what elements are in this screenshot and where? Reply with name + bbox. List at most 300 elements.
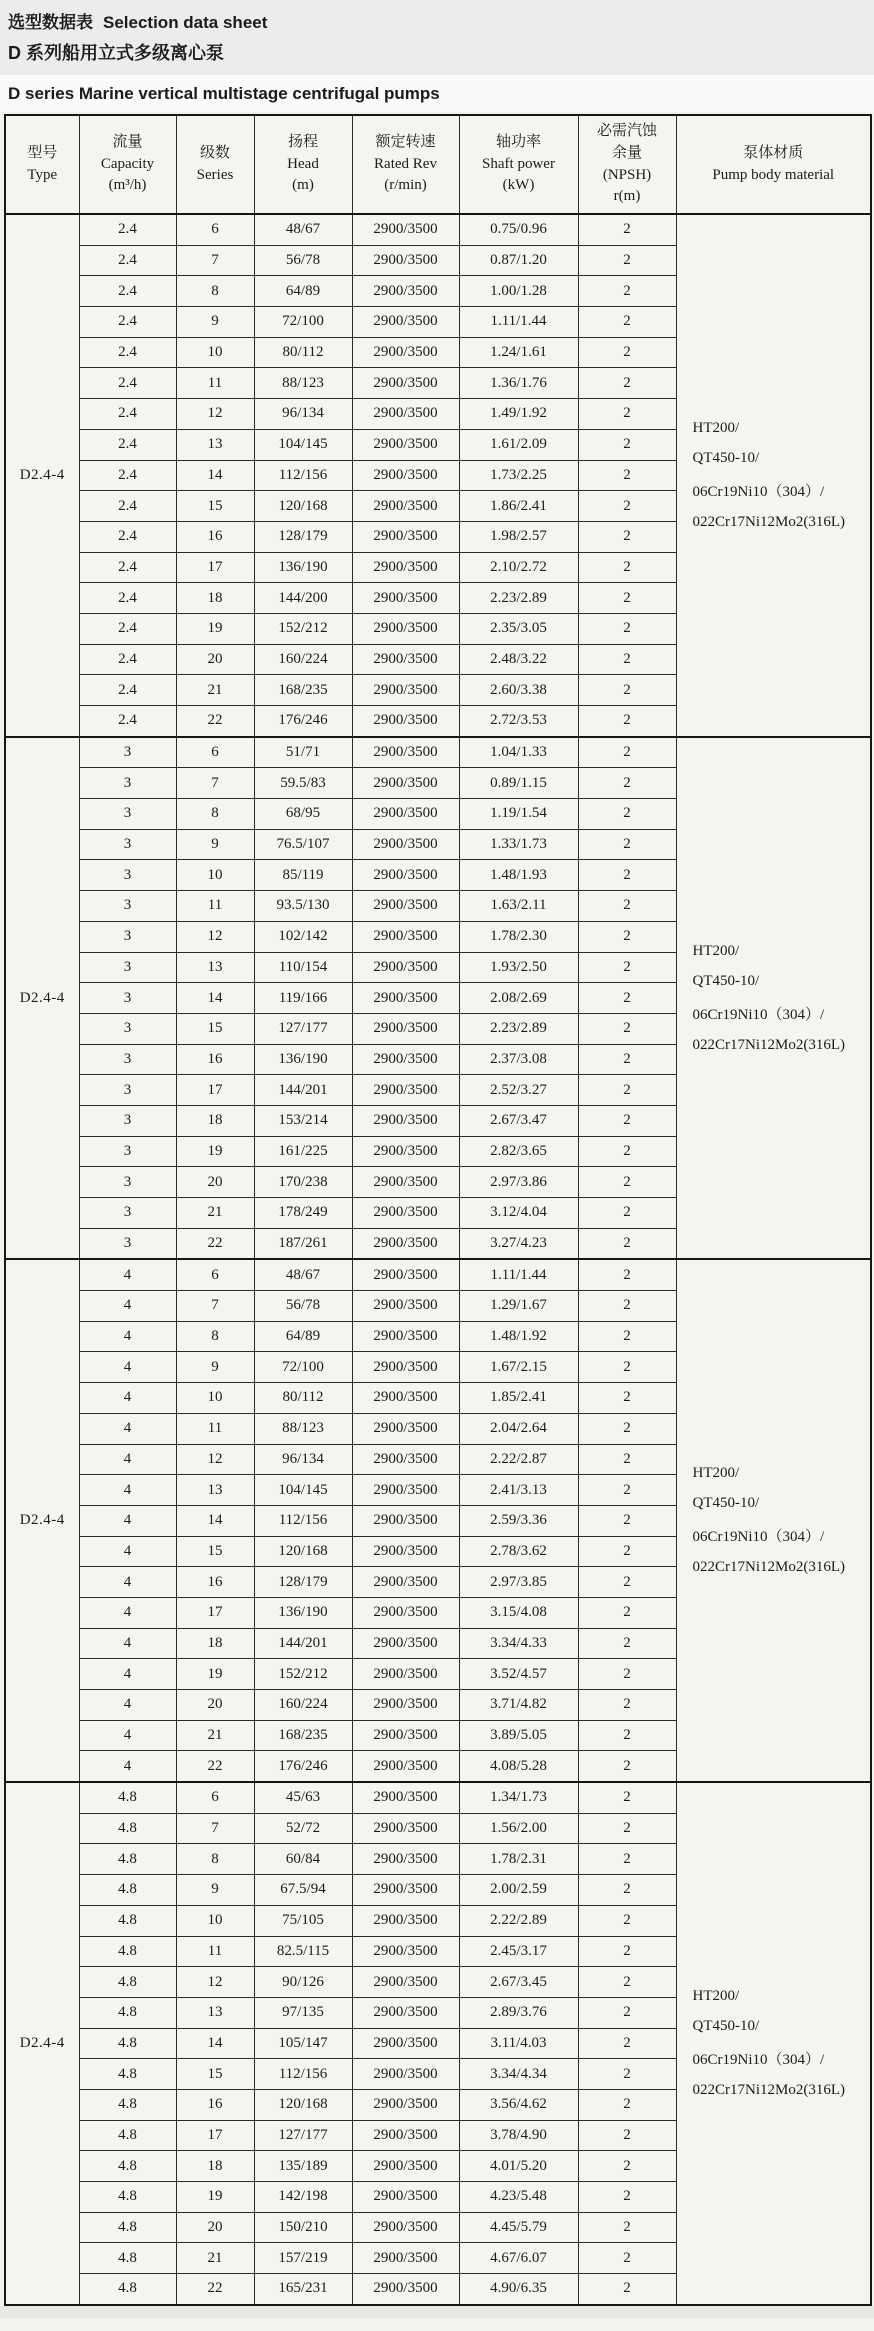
head-cell: 64/89	[254, 1321, 352, 1352]
capacity-cell: 2.4	[79, 613, 176, 644]
type-cell: D2.4-4	[5, 1259, 79, 1782]
rated-rev-cell: 2900/3500	[352, 1321, 459, 1352]
capacity-cell: 3	[79, 1075, 176, 1106]
rated-rev-cell: 2900/3500	[352, 2059, 459, 2090]
rated-rev-cell: 2900/3500	[352, 952, 459, 983]
series-cell: 13	[176, 1475, 254, 1506]
head-cell: 48/67	[254, 1259, 352, 1290]
head-cell: 152/212	[254, 613, 352, 644]
npsh-cell: 2	[578, 2059, 676, 2090]
npsh-cell: 2	[578, 491, 676, 522]
head-cell: 135/189	[254, 2151, 352, 2182]
capacity-cell: 2.4	[79, 337, 176, 368]
series-cell: 11	[176, 1413, 254, 1444]
capacity-cell: 2.4	[79, 675, 176, 706]
capacity-cell: 2.4	[79, 552, 176, 583]
capacity-cell: 4	[79, 1567, 176, 1598]
shaft-power-cell: 1.48/1.93	[459, 860, 578, 891]
shaft-power-cell: 0.75/0.96	[459, 214, 578, 245]
npsh-cell: 2	[578, 552, 676, 583]
series-cell: 13	[176, 952, 254, 983]
table-row	[5, 737, 871, 768]
rated-rev-cell: 2900/3500	[352, 2089, 459, 2120]
npsh-cell: 2	[578, 1597, 676, 1628]
rated-rev-cell: 2900/3500	[352, 1567, 459, 1598]
capacity-cell: 4	[79, 1720, 176, 1751]
col-header-npsh: 必需汽蚀 余量 (NPSH) r(m)	[578, 115, 676, 214]
series-cell: 12	[176, 921, 254, 952]
series-cell: 22	[176, 706, 254, 737]
series-cell: 18	[176, 583, 254, 614]
material-line: 022Cr17Ni12Mo2(316L)	[692, 1559, 845, 1576]
capacity-cell: 4.8	[79, 1813, 176, 1844]
head-cell: 136/190	[254, 1044, 352, 1075]
rated-rev-cell: 2900/3500	[352, 1105, 459, 1136]
rated-rev-cell: 2900/3500	[352, 1659, 459, 1690]
shaft-power-cell: 2.59/3.36	[459, 1505, 578, 1536]
shaft-power-cell: 0.87/1.20	[459, 245, 578, 276]
rated-rev-cell: 2900/3500	[352, 491, 459, 522]
head-cell: 51/71	[254, 737, 352, 768]
material-line: HT200/	[692, 942, 740, 959]
shaft-power-cell: 3.71/4.82	[459, 1690, 578, 1721]
npsh-cell: 2	[578, 2243, 676, 2274]
series-cell: 14	[176, 2028, 254, 2059]
capacity-cell: 3	[79, 1013, 176, 1044]
npsh-cell: 2	[578, 1413, 676, 1444]
capacity-cell: 4.8	[79, 1967, 176, 1998]
npsh-cell: 2	[578, 799, 676, 830]
series-cell: 7	[176, 768, 254, 799]
series-cell: 9	[176, 1875, 254, 1906]
npsh-cell: 2	[578, 1905, 676, 1936]
npsh-cell: 2	[578, 214, 676, 245]
npsh-cell: 2	[578, 1720, 676, 1751]
shaft-power-cell: 1.29/1.67	[459, 1291, 578, 1322]
rated-rev-cell: 2900/3500	[352, 1875, 459, 1906]
head-cell: 161/225	[254, 1136, 352, 1167]
rated-rev-cell: 2900/3500	[352, 1597, 459, 1628]
capacity-cell: 3	[79, 1136, 176, 1167]
col-header-rated-rev: 额定转速 Rated Rev (r/min)	[352, 115, 459, 214]
shaft-power-cell: 4.90/6.35	[459, 2274, 578, 2305]
head-cell: 178/249	[254, 1198, 352, 1229]
npsh-cell: 2	[578, 1228, 676, 1259]
bottom-strip	[0, 2306, 874, 2318]
series-cell: 11	[176, 891, 254, 922]
capacity-cell: 3	[79, 1105, 176, 1136]
head-cell: 82.5/115	[254, 1936, 352, 1967]
capacity-cell: 2.4	[79, 276, 176, 307]
rated-rev-cell: 2900/3500	[352, 429, 459, 460]
series-cell: 16	[176, 2089, 254, 2120]
npsh-cell: 2	[578, 1475, 676, 1506]
shaft-power-cell: 2.08/2.69	[459, 983, 578, 1014]
rated-rev-cell: 2900/3500	[352, 2182, 459, 2213]
col-header-capacity: 流量 Capacity (m³/h)	[79, 115, 176, 214]
capacity-cell: 4.8	[79, 1997, 176, 2028]
capacity-cell: 4.8	[79, 2028, 176, 2059]
rated-rev-cell: 2900/3500	[352, 1967, 459, 1998]
shaft-power-cell: 3.52/4.57	[459, 1659, 578, 1690]
npsh-cell: 2	[578, 307, 676, 338]
shaft-power-cell: 1.11/1.44	[459, 307, 578, 338]
npsh-cell: 2	[578, 1751, 676, 1782]
npsh-cell: 2	[578, 2274, 676, 2305]
rated-rev-cell: 2900/3500	[352, 1690, 459, 1721]
npsh-cell: 2	[578, 613, 676, 644]
head-cell: 48/67	[254, 214, 352, 245]
page-title	[8, 4, 874, 35]
col-header-shaft-power: 轴功率 Shaft power (kW)	[459, 115, 578, 214]
shaft-power-cell: 3.34/4.34	[459, 2059, 578, 2090]
shaft-power-cell: 1.24/1.61	[459, 337, 578, 368]
capacity-cell: 2.4	[79, 214, 176, 245]
series-cell: 21	[176, 2243, 254, 2274]
head-cell: 72/100	[254, 1352, 352, 1383]
series-cell: 19	[176, 1136, 254, 1167]
capacity-cell: 4.8	[79, 1844, 176, 1875]
rated-rev-cell: 2900/3500	[352, 1413, 459, 1444]
shaft-power-cell: 2.97/3.86	[459, 1167, 578, 1198]
rated-rev-cell: 2900/3500	[352, 1259, 459, 1290]
table-body	[5, 214, 871, 2305]
rated-rev-cell: 2900/3500	[352, 891, 459, 922]
head-cell: 52/72	[254, 1813, 352, 1844]
series-cell: 10	[176, 337, 254, 368]
shaft-power-cell: 1.85/2.41	[459, 1383, 578, 1414]
shaft-power-cell: 2.82/3.65	[459, 1136, 578, 1167]
shaft-power-cell: 2.45/3.17	[459, 1936, 578, 1967]
npsh-cell: 2	[578, 1875, 676, 1906]
npsh-cell: 2	[578, 768, 676, 799]
material-line: QT450-10/	[692, 2017, 760, 2034]
npsh-cell: 2	[578, 583, 676, 614]
capacity-cell: 3	[79, 860, 176, 891]
shaft-power-cell: 4.01/5.20	[459, 2151, 578, 2182]
npsh-cell: 2	[578, 2120, 676, 2151]
table-row	[5, 214, 871, 245]
series-cell: 12	[176, 399, 254, 430]
npsh-cell: 2	[578, 644, 676, 675]
capacity-cell: 4	[79, 1444, 176, 1475]
shaft-power-cell: 2.23/2.89	[459, 583, 578, 614]
series-cell: 9	[176, 829, 254, 860]
shaft-power-cell: 2.78/3.62	[459, 1536, 578, 1567]
head-cell: 120/168	[254, 2089, 352, 2120]
shaft-power-cell: 2.23/2.89	[459, 1013, 578, 1044]
npsh-cell: 2	[578, 337, 676, 368]
rated-rev-cell: 2900/3500	[352, 1536, 459, 1567]
head-cell: 160/224	[254, 644, 352, 675]
head-cell: 90/126	[254, 1967, 352, 1998]
head-cell: 68/95	[254, 799, 352, 830]
shaft-power-cell: 1.61/2.09	[459, 429, 578, 460]
page-subtitle-zh: D 系列船用立式多级离心泵	[8, 43, 224, 63]
rated-rev-cell: 2900/3500	[352, 1228, 459, 1259]
capacity-cell: 2.4	[79, 307, 176, 338]
head-cell: 104/145	[254, 429, 352, 460]
capacity-cell: 4	[79, 1321, 176, 1352]
shaft-power-cell: 1.04/1.33	[459, 737, 578, 768]
shaft-power-cell: 1.33/1.73	[459, 829, 578, 860]
series-cell: 21	[176, 1720, 254, 1751]
head-cell: 157/219	[254, 2243, 352, 2274]
npsh-cell: 2	[578, 891, 676, 922]
head-cell: 64/89	[254, 276, 352, 307]
series-cell: 11	[176, 1936, 254, 1967]
head-cell: 67.5/94	[254, 1875, 352, 1906]
npsh-cell: 2	[578, 2151, 676, 2182]
material-line: 06Cr19Ni10（304）/	[692, 483, 825, 500]
rated-rev-cell: 2900/3500	[352, 1352, 459, 1383]
shaft-power-cell: 2.22/2.87	[459, 1444, 578, 1475]
series-cell: 7	[176, 1291, 254, 1322]
material-line: 06Cr19Ni10（304）/	[692, 1529, 825, 1546]
subtitle-band	[0, 75, 874, 112]
series-cell: 8	[176, 1321, 254, 1352]
shaft-power-cell: 1.19/1.54	[459, 799, 578, 830]
rated-rev-cell: 2900/3500	[352, 214, 459, 245]
capacity-cell: 4	[79, 1536, 176, 1567]
head-cell: 136/190	[254, 552, 352, 583]
rated-rev-cell: 2900/3500	[352, 399, 459, 430]
capacity-cell: 4.8	[79, 2151, 176, 2182]
shaft-power-cell: 1.67/2.15	[459, 1352, 578, 1383]
rated-rev-cell: 2900/3500	[352, 675, 459, 706]
head-cell: 144/201	[254, 1075, 352, 1106]
capacity-cell: 4.8	[79, 2059, 176, 2090]
shaft-power-cell: 2.00/2.59	[459, 1875, 578, 1906]
npsh-cell: 2	[578, 1321, 676, 1352]
col-header-head: 扬程 Head (m)	[254, 115, 352, 214]
rated-rev-cell: 2900/3500	[352, 1628, 459, 1659]
capacity-cell: 4.8	[79, 1875, 176, 1906]
series-cell: 14	[176, 983, 254, 1014]
npsh-cell: 2	[578, 521, 676, 552]
shaft-power-cell: 1.86/2.41	[459, 491, 578, 522]
shaft-power-cell: 2.37/3.08	[459, 1044, 578, 1075]
rated-rev-cell: 2900/3500	[352, 1475, 459, 1506]
series-cell: 14	[176, 460, 254, 491]
shaft-power-cell: 1.93/2.50	[459, 952, 578, 983]
rated-rev-cell: 2900/3500	[352, 1505, 459, 1536]
series-cell: 18	[176, 2151, 254, 2182]
selection-data-table	[4, 114, 872, 2306]
series-cell: 12	[176, 1967, 254, 1998]
series-cell: 6	[176, 737, 254, 768]
series-cell: 17	[176, 1597, 254, 1628]
capacity-cell: 4.8	[79, 2182, 176, 2213]
material-line: 06Cr19Ni10（304）/	[692, 1006, 825, 1023]
series-cell: 22	[176, 1228, 254, 1259]
series-cell: 8	[176, 799, 254, 830]
npsh-cell: 2	[578, 983, 676, 1014]
shaft-power-cell: 4.67/6.07	[459, 2243, 578, 2274]
series-cell: 19	[176, 613, 254, 644]
rated-rev-cell: 2900/3500	[352, 799, 459, 830]
head-cell: 152/212	[254, 1659, 352, 1690]
head-cell: 112/156	[254, 1505, 352, 1536]
npsh-cell: 2	[578, 1105, 676, 1136]
header-row	[5, 115, 871, 214]
rated-rev-cell: 2900/3500	[352, 307, 459, 338]
head-cell: 110/154	[254, 952, 352, 983]
capacity-cell: 4.8	[79, 1905, 176, 1936]
shaft-power-cell: 2.10/2.72	[459, 552, 578, 583]
head-cell: 60/84	[254, 1844, 352, 1875]
capacity-cell: 3	[79, 1198, 176, 1229]
head-cell: 144/201	[254, 1628, 352, 1659]
head-cell: 136/190	[254, 1597, 352, 1628]
material-line: 022Cr17Ni12Mo2(316L)	[692, 1036, 845, 1053]
capacity-cell: 3	[79, 1228, 176, 1259]
series-cell: 20	[176, 644, 254, 675]
npsh-cell: 2	[578, 706, 676, 737]
npsh-cell: 2	[578, 1259, 676, 1290]
npsh-cell: 2	[578, 399, 676, 430]
head-cell: 96/134	[254, 399, 352, 430]
head-cell: 120/168	[254, 491, 352, 522]
capacity-cell: 4	[79, 1413, 176, 1444]
npsh-cell: 2	[578, 1198, 676, 1229]
shaft-power-cell: 2.60/3.38	[459, 675, 578, 706]
head-cell: 168/235	[254, 1720, 352, 1751]
rated-rev-cell: 2900/3500	[352, 1383, 459, 1414]
rated-rev-cell: 2900/3500	[352, 245, 459, 276]
rated-rev-cell: 2900/3500	[352, 1751, 459, 1782]
head-cell: 170/238	[254, 1167, 352, 1198]
series-cell: 19	[176, 1659, 254, 1690]
shaft-power-cell: 1.98/2.57	[459, 521, 578, 552]
capacity-cell: 3	[79, 983, 176, 1014]
series-cell: 6	[176, 214, 254, 245]
capacity-cell: 4.8	[79, 1936, 176, 1967]
npsh-cell: 2	[578, 1383, 676, 1414]
rated-rev-cell: 2900/3500	[352, 737, 459, 768]
col-header-series: 级数 Series	[176, 115, 254, 214]
rated-rev-cell: 2900/3500	[352, 1844, 459, 1875]
npsh-cell: 2	[578, 1813, 676, 1844]
rated-rev-cell: 2900/3500	[352, 2120, 459, 2151]
series-cell: 18	[176, 1628, 254, 1659]
rated-rev-cell: 2900/3500	[352, 706, 459, 737]
series-cell: 20	[176, 1690, 254, 1721]
material-line: HT200/	[692, 1987, 740, 2004]
shaft-power-cell: 3.15/4.08	[459, 1597, 578, 1628]
head-cell: 176/246	[254, 706, 352, 737]
head-cell: 128/179	[254, 1567, 352, 1598]
series-cell: 13	[176, 1997, 254, 2028]
shaft-power-cell: 3.12/4.04	[459, 1198, 578, 1229]
shaft-power-cell: 4.45/5.79	[459, 2212, 578, 2243]
head-cell: 96/134	[254, 1444, 352, 1475]
head-cell: 102/142	[254, 921, 352, 952]
series-cell: 21	[176, 675, 254, 706]
series-cell: 15	[176, 1536, 254, 1567]
npsh-cell: 2	[578, 860, 676, 891]
shaft-power-cell: 3.11/4.03	[459, 2028, 578, 2059]
capacity-cell: 2.4	[79, 460, 176, 491]
shaft-power-cell: 3.89/5.05	[459, 1720, 578, 1751]
series-cell: 17	[176, 2120, 254, 2151]
npsh-cell: 2	[578, 1659, 676, 1690]
head-cell: 88/123	[254, 368, 352, 399]
capacity-cell: 4	[79, 1475, 176, 1506]
series-cell: 21	[176, 1198, 254, 1229]
capacity-cell: 4.8	[79, 2212, 176, 2243]
head-cell: 104/145	[254, 1475, 352, 1506]
shaft-power-cell: 4.08/5.28	[459, 1751, 578, 1782]
rated-rev-cell: 2900/3500	[352, 1905, 459, 1936]
head-cell: 112/156	[254, 2059, 352, 2090]
npsh-cell: 2	[578, 921, 676, 952]
material-line: QT450-10/	[692, 972, 760, 989]
head-cell: 160/224	[254, 1690, 352, 1721]
npsh-cell: 2	[578, 1844, 676, 1875]
shaft-power-cell: 2.97/3.85	[459, 1567, 578, 1598]
material-cell	[676, 737, 871, 1260]
npsh-cell: 2	[578, 675, 676, 706]
capacity-cell: 3	[79, 1044, 176, 1075]
rated-rev-cell: 2900/3500	[352, 768, 459, 799]
series-cell: 16	[176, 1044, 254, 1075]
rated-rev-cell: 2900/3500	[352, 1444, 459, 1475]
shaft-power-cell: 1.73/2.25	[459, 460, 578, 491]
shaft-power-cell: 1.36/1.76	[459, 368, 578, 399]
type-cell: D2.4-4	[5, 1782, 79, 2305]
npsh-cell: 2	[578, 1167, 676, 1198]
capacity-cell: 2.4	[79, 368, 176, 399]
capacity-cell: 3	[79, 768, 176, 799]
npsh-cell: 2	[578, 1690, 676, 1721]
series-cell: 15	[176, 2059, 254, 2090]
head-cell: 76.5/107	[254, 829, 352, 860]
col-header-type: 型号 Type	[5, 115, 79, 214]
head-cell: 85/119	[254, 860, 352, 891]
npsh-cell: 2	[578, 276, 676, 307]
capacity-cell: 2.4	[79, 491, 176, 522]
series-cell: 18	[176, 1105, 254, 1136]
shaft-power-cell: 0.89/1.15	[459, 768, 578, 799]
page-title-zh: 选型数据表	[8, 13, 93, 32]
npsh-cell: 2	[578, 829, 676, 860]
head-cell: 112/156	[254, 460, 352, 491]
capacity-cell: 4	[79, 1597, 176, 1628]
rated-rev-cell: 2900/3500	[352, 1782, 459, 1813]
rated-rev-cell: 2900/3500	[352, 2028, 459, 2059]
capacity-cell: 4	[79, 1383, 176, 1414]
rated-rev-cell: 2900/3500	[352, 1044, 459, 1075]
head-cell: 127/177	[254, 1013, 352, 1044]
rated-rev-cell: 2900/3500	[352, 552, 459, 583]
rated-rev-cell: 2900/3500	[352, 1936, 459, 1967]
series-cell: 13	[176, 429, 254, 460]
series-cell: 7	[176, 245, 254, 276]
material-line: HT200/	[692, 1465, 740, 1482]
shaft-power-cell: 1.00/1.28	[459, 276, 578, 307]
capacity-cell: 3	[79, 891, 176, 922]
shaft-power-cell: 3.78/4.90	[459, 2120, 578, 2151]
head-cell: 128/179	[254, 521, 352, 552]
rated-rev-cell: 2900/3500	[352, 583, 459, 614]
series-cell: 9	[176, 307, 254, 338]
table-header	[5, 115, 871, 214]
head-cell: 127/177	[254, 2120, 352, 2151]
shaft-power-cell: 1.11/1.44	[459, 1259, 578, 1290]
npsh-cell: 2	[578, 245, 676, 276]
shaft-power-cell: 1.48/1.92	[459, 1321, 578, 1352]
